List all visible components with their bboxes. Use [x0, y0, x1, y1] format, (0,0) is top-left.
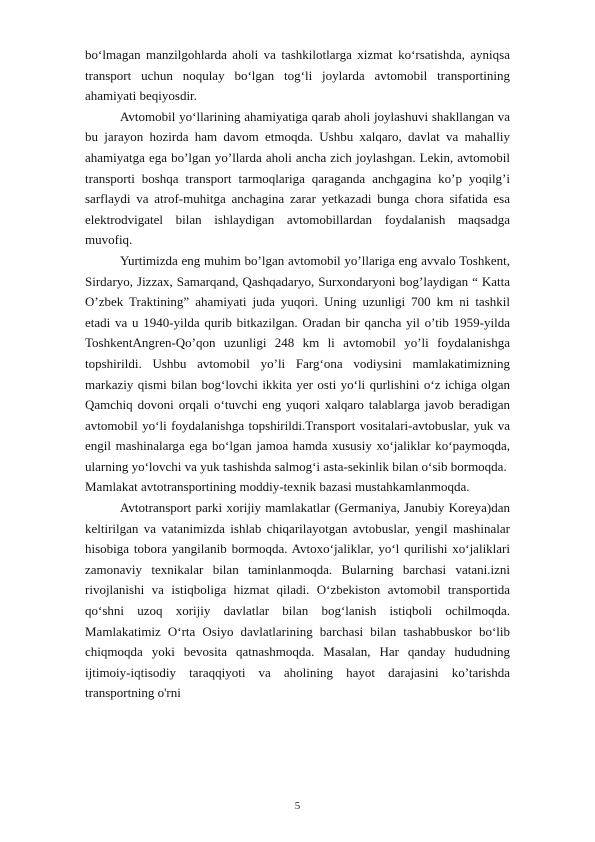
- page-number: 5: [294, 800, 301, 812]
- paragraph-4: Mamlakat avtotransportining moddiy-texnik bazasi mustahkamlanmoqda.: [85, 479, 470, 495]
- paragraph-2: Avtomobil yo‘llarining ahamiyatiga qarab aholi joylashuvi shakllangan va bu jarayon hozirda ham davom etmoqda. Ushbu xalqaro, davlat va mahalliy ahamiyatga ega bo’lgan yo’llarda aholi ancha zich joylashgan. Lekin, avtomobil transporti boshqa transport tarmoqlariga qaraganda anchgagina ko’p yoqilg’i sarflaydi va atrof-muhitga anchagina zarar yetkazadi bunga chora sifatida esa elektrodvigatel bilan ishlaydigan avtomobillardan foydalanish maqsadga muvofiq.: [85, 108, 510, 248]
- paragraph-1: bo‘lmagan manzilgohlarda aholi va tashkilotlarga xizmat ko‘rsatishda, ayniqsa transport uchun noqulay bo‘lgan tog‘li joylarda avtomobil transportining ahamiyati beqiyosdir.: [85, 47, 510, 104]
- document-page: [85, 45, 510, 704]
- paragraph-5: Avtotransport parki xorijiy mamlakatlar (Germaniya, Janubiy Koreya)dan keltirilgan va vatanimizda ishlab chiqarilayotgan avtobuslar, yengil mashinalar hisobiga tobora yangilanib bormoqda. Avtoxo‘jaliklar, yo‘l qurilishi xo‘jaliklari zamonaviy texnikalar bilan taminlanmoqda. Bularning barchasi vatani.izni rivojlanishi va istiqboliga hizmat qiladi. O‘zbekiston avtomobil transportida qo‘shni uzoq xorijiy davlatlar bilan bog‘lanish istiqboli ochilmoqda. Mamlakatimiz O‘rta Osiyo davlatlarining barchasi bilan tashabbuskor bo‘lib chiqmoqda yoki bevosita qatnashmoqda. Masalan, Har qanday hududning ijtimoiy-iqtisodiy taraqqiyoti va aholining hayot darajasini ko’tarishda transportning o'rni: [85, 500, 510, 701]
- paragraph-3: Yurtimizda eng muhim bo’lgan avtomobil yo’llariga eng avvalo Toshkent, Sirdaryo, Jizzax, Samarqand, Qashqadaryo, Surxondaryoni bog’laydigan “ Katta O’zbek Traktining” ahamiyati juda yuqori. Uning uzunligi 700 km ni tashkil etadi va u 1940-yilda qurib bitkazilgan. Oradan bir qancha yil o’tib 1959-yilda ToshkentAngren-Qo’qon uzunligi 248 km li avtomobil yo’li foydalanishga topshirildi. Ushbu avtomobil yo’li Farg‘ona vodiysini mamlakatimizning markaziy qismi bilan bog‘lovchi ikkita yer osti yo‘li qurlishini o‘z ichiga olgan Qamchiq dovoni orqali o‘tuvchi eng yuqori xalqaro talablarga javob beradigan avtomobil yo‘li foydalanishga topshirildi.Transport vositalari-avtobuslar, yuk va engil mashinalarga ega bo‘lgan jamoa hamda xususiy xo‘jaliklar ko‘paymoqda, ularning yo‘lovchi va yuk tashishda salmog‘i asta-sekinlik bilan o‘sib bormoqda.: [85, 252, 510, 474]
